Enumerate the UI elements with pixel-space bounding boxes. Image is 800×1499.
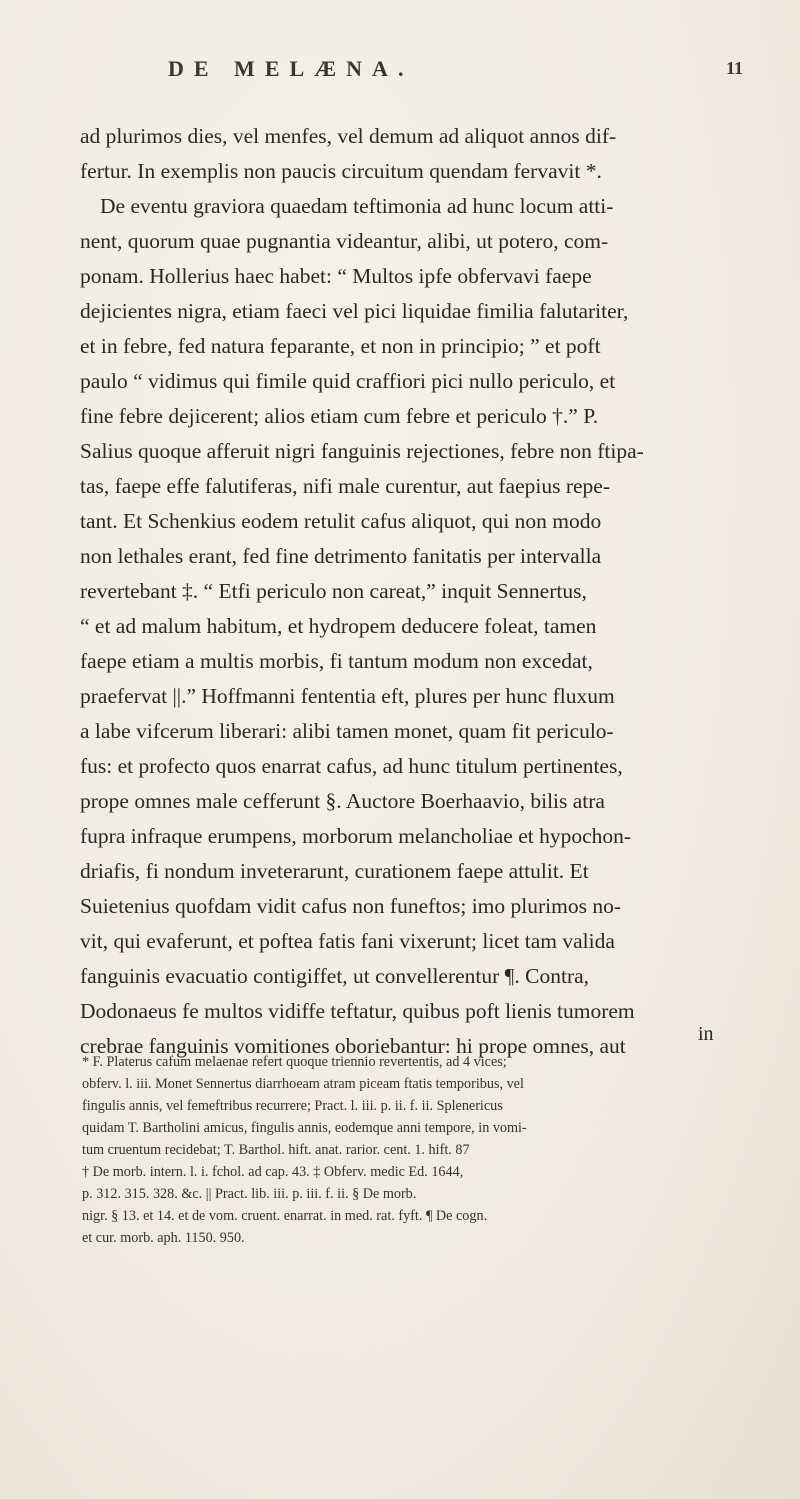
text-line: prope omnes male cefferunt §. Auctore Boerhaavio, bilis atra — [80, 789, 605, 813]
text-line: fanguinis evacuatio contigiffet, ut convellerentur ¶. Contra, — [80, 964, 590, 988]
text-line: nent, quorum quae pugnantia videantur, alibi, ut potero, com- — [80, 229, 609, 253]
text-line: a labe vifcerum liberari: alibi tamen monet, quam fit periculo- — [80, 719, 614, 743]
text-line: fus: et profecto quos enarrat cafus, ad hunc titulum pertinentes, — [80, 754, 623, 778]
text-line: faepe etiam a multis morbis, fi tantum modum non excedat, — [80, 649, 593, 673]
text-line: et in febre, fed natura feparante, et non in principio; ” et poft — [80, 334, 601, 358]
footnote-line: p. 312. 315. 328. &c. || Pract. lib. iii. p. iii. f. ii. § De morb. — [82, 1186, 417, 1202]
text-line: revertebant ‡. “ Etfi periculo non careat,” inquit Sennertus, — [80, 579, 587, 603]
text-line: praefervat ||.” Hoffmanni fententia eft, plures per hunc fluxum — [80, 684, 615, 708]
footnote-line: et cur. morb. aph. 1150. 950. — [82, 1230, 245, 1246]
text-line: fupra infraque erumpens, morborum melancholiae et hypochon- — [80, 824, 632, 848]
footnote-line: fingulis annis, vel femeftribus recurrere; Pract. l. iii. p. ii. f. ii. Splenericus — [82, 1098, 503, 1114]
text-line: tant. Et Schenkius eodem retulit cafus aliquot, qui non modo — [80, 509, 602, 533]
text-line: driafis, fi nondum inveterarunt, curationem faepe attulit. Et — [80, 859, 589, 883]
text-line: fine febre dejicerent; alios etiam cum febre et periculo †.” P. — [80, 404, 599, 428]
footnote-line: obferv. l. iii. Monet Sennertus diarrhoeam atram piceam ftatis temporibus, vel — [82, 1076, 524, 1092]
running-title: DE MELÆNA. — [168, 56, 414, 81]
text-line: non lethales erant, fed fine detrimento fanitatis per intervalla — [80, 544, 602, 568]
text-line: paulo “ vidimus qui fimile quid craffiori pici nullo periculo, et — [80, 369, 616, 393]
footnote-line: tum cruentum recidebat; T. Barthol. hift. anat. rarior. cent. 1. hift. 87 — [82, 1142, 470, 1158]
text-line: crebrae fanguinis vomitiones oboriebantur: hi prope omnes, aut — [80, 1034, 626, 1058]
page-header — [0, 56, 800, 92]
text-line: ad plurimos dies, vel menfes, vel demum ad aliquot annos dif- — [80, 124, 617, 148]
text-line: fertur. In exemplis non paucis circuitum quendam fervavit *. — [80, 159, 602, 183]
footnote-line: † De morb. intern. l. i. fchol. ad cap. 43. ‡ Obferv. medic Ed. 1644, — [82, 1164, 464, 1180]
catchword: in — [698, 1023, 714, 1045]
text-line: vit, qui evaferunt, et poftea fatis fani vixerunt; licet tam valida — [80, 929, 615, 953]
footnote-line: quidam T. Bartholini amicus, fingulis annis, eodemque anni tempore, in vomi- — [82, 1120, 527, 1136]
text-line: “ et ad malum habitum, et hydropem deducere foleat, tamen — [80, 614, 597, 638]
text-line: tas, faepe effe falutiferas, nifi male curentur, aut faepius repe- — [80, 474, 610, 498]
page-number: 11 — [726, 58, 744, 78]
footnote-line: * F. Platerus cafum melaenae refert quoque triennio revertentis, ad 4 vices; — [82, 1054, 507, 1070]
footnote-line: nigr. § 13. et 14. et de vom. cruent. enarrat. in med. rat. fyft. ¶ De cogn. — [82, 1208, 488, 1224]
text-line: De eventu graviora quaedam teftimonia ad hunc locum atti- — [100, 194, 614, 218]
text-line: Dodonaeus fe multos vidiffe teftatur, quibus poft lienis tumorem — [80, 999, 635, 1023]
text-line: dejicientes nigra, etiam faeci vel pici liquidae fimilia falutariter, — [80, 299, 629, 323]
text-line: Suietenius quofdam vidit cafus non funeftos; imo plurimos no- — [80, 894, 622, 918]
text-line: Salius quoque afferuit nigri fanguinis rejectiones, febre non ftipa- — [80, 439, 644, 463]
text-line: ponam. Hollerius haec habet: “ Multos ipfe obfervavi faepe — [80, 264, 592, 288]
